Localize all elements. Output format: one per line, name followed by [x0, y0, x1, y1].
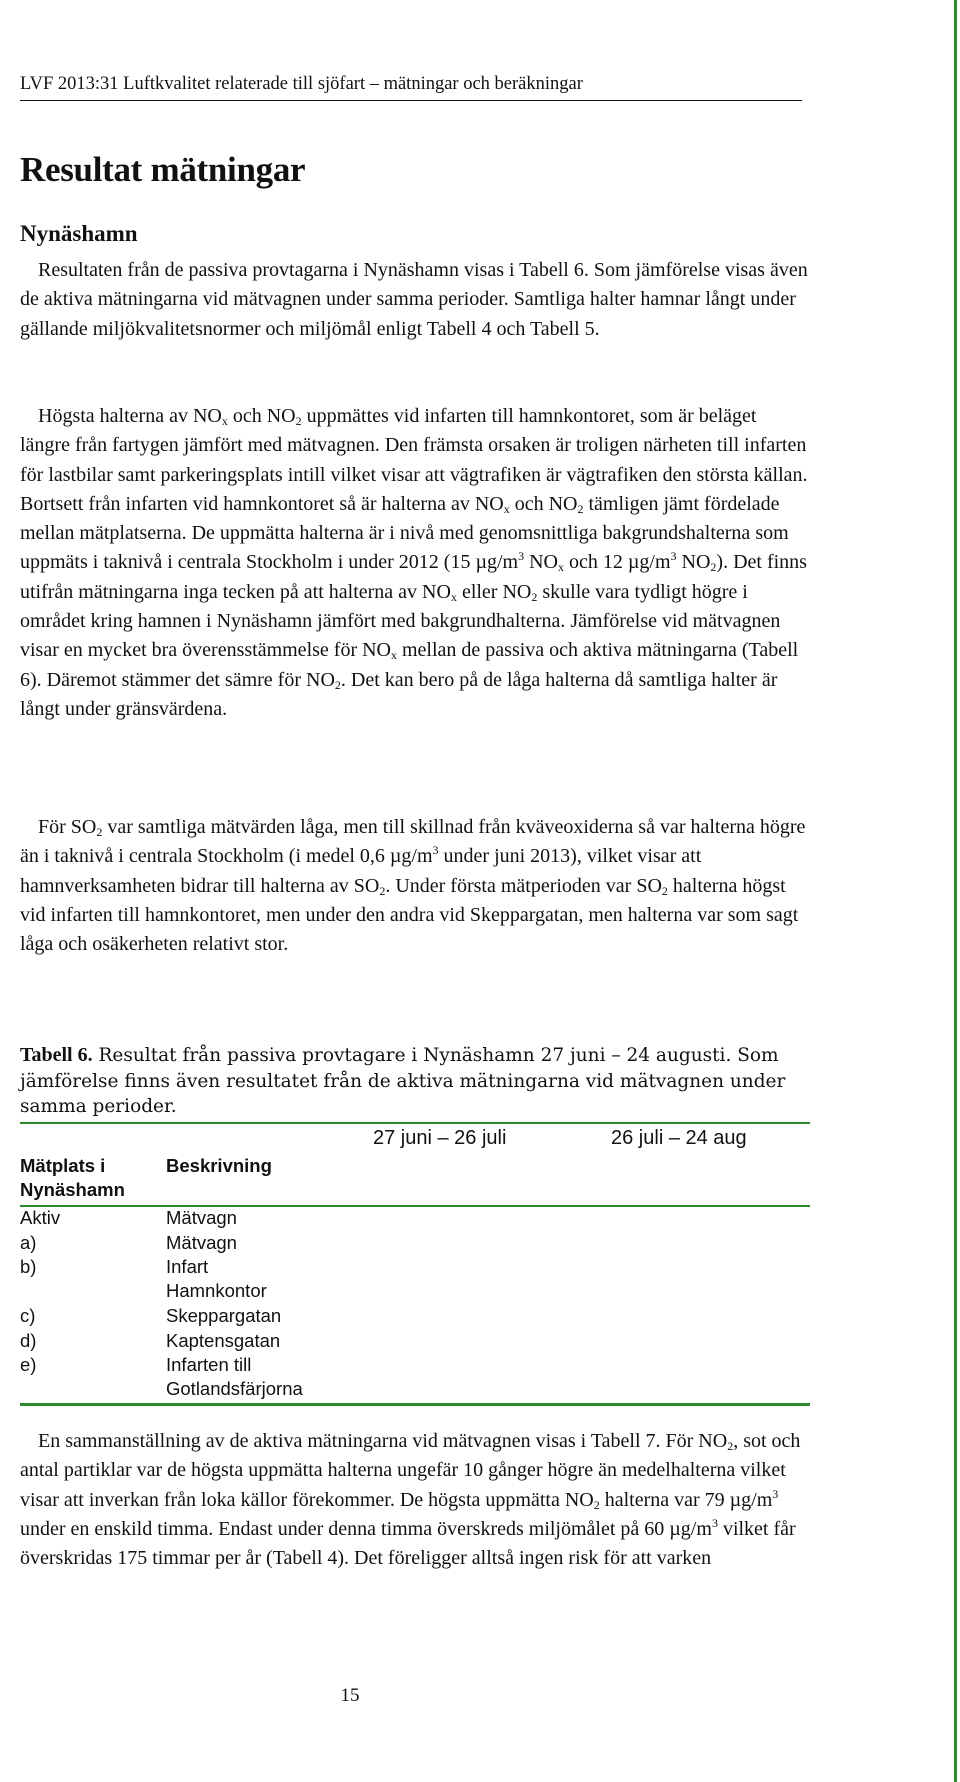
paragraph-2: Högsta halterna av $NO_x$ och $NO_2$ uppmättes vid infarten till hamnkontoret, som är beläget längre från fartygen jämfört med mätvagnen. Den främsta orsaken är troligen närheten till infarten för lastbilar samt parkeringsplats intill vilket visar att vägtrafiken är vägtrafiken den största källan. Bortsett från infarten vid hamnkontoret så är halterna av $NO_x$ och $NO_2$ tämligen jämt fördelade mellan mätplatserna. De uppmätta halterna är i nivå med genomsnittliga bakgrundshalterna som uppmäts i taknivå i centrala Stockholm i under 2012 (15 $\mu g/m^3$ $NO_x$ och 12 $\mu g/m^3$ $NO_2$). Det finns utifrån mätningarna inga tecken på att halterna av $NO_x$ eller $NO_2$ skulle vara tydligt högre i området kring hamnen i Nynäshamn jämfört med bakgrundhalterna. Jämförelse vid mätvagnen visar en mycket bra överensstämmelse för $NO_x$ mellan de passiva och aktiva mätningarna (Tabell 6). Däremot stämmer det sämre för $NO_2$. Det kan bero på de låga halterna då samtliga halter är långt under gränsvärdena. [20, 405, 808, 720]
period-header-2: 26 juli – 24 aug [611, 1127, 747, 1149]
table-cell-place: c) [20, 1305, 36, 1326]
running-header: LVF 2013:31 Luftkvalitet relaterade till sjöfart – mätningar och beräkningar [20, 74, 583, 94]
table-cell-place: d) [20, 1330, 37, 1351]
table-cell-description: Skeppargatan [166, 1305, 282, 1326]
table-caption [20, 1043, 810, 1120]
col-header-description: Beskrivning [166, 1155, 272, 1176]
paragraph-3: För $SO_2$ var samtliga mätvärden låga, men till skillnad från kväveoxiderna så var halterna högre än i taknivå i centrala Stockholm (i medel 0,6 $\mu g/m^3$ under juni 2013), vilket visar att hamnverksamheten bidrar till halterna av $SO_2$. Under första mätperioden var $SO_2$ halterna högst vid infarten till hamnkontoret, men under den andra vid Skeppargatan, men halterna var som sagt låga och osäkerheten relativt stor. [20, 816, 806, 956]
table-cell-description: Kaptensgatan [166, 1330, 281, 1351]
table-caption-text: Resultat från passiva provtagare i Nynäshamn 27 juni – 24 augusti. Som jämförelse finns även resultatet från de aktiva mätningarna vid mätvagnen under samma perioder. [20, 1045, 786, 1117]
table-cell-description-line2: Hamnkontor [166, 1280, 267, 1301]
table-cell-place: Aktiv [20, 1207, 61, 1228]
paragraph-1: Resultaten från de passiva provtagarna i Nynäshamn visas i Tabell 6. Som jämförelse visas även de aktiva mätningarna vid mätvagnen under samma perioder. Samtliga halter hamnar långt under gällande miljökvalitetsnormer och miljömål enligt Tabell 4 och Tabell 5. [20, 259, 808, 340]
table-cell-description: Mätvagn [166, 1232, 237, 1253]
table-cell-description: Infarten till [166, 1354, 252, 1375]
table-cell-place: e) [20, 1354, 37, 1375]
col-header-place-line2: Nynäshamn [20, 1179, 125, 1200]
table-bottom-rule [20, 1403, 810, 1406]
col-header-place-line1: Mätplats i [20, 1155, 106, 1176]
header-rule [20, 100, 802, 101]
table-cell-description: Mätvagn [166, 1207, 237, 1228]
table-top-rule [20, 1122, 810, 1124]
paragraph-4: En sammanställning av de aktiva mätningarna vid mätvagnen visas i Tabell 7. För $NO_2$, sot och antal partiklar var de högsta uppmätta halterna ungefär 10 gånger högre än medelhalterna vilket visar att inverkan från loka källor förekommer. De högsta uppmätta $NO_2$ halterna var 79 $\mu g/m^3$ under en enskild timma. Endast under denna timma överskreds miljömålet på 60 $\mu g/m^3$ vilket får överskridas 175 timmar per år (Tabell 4). Det föreligger alltså ingen risk för att varken [20, 1430, 801, 1570]
table-header-rule [20, 1205, 810, 1207]
table-caption-label: Tabell 6. [20, 1044, 93, 1066]
page-title: Resultat mätningar [20, 150, 306, 189]
table-cell-description: Infart [166, 1256, 209, 1277]
table-cell-place: b) [20, 1256, 37, 1277]
section-heading: Nynäshamn [20, 221, 138, 246]
table-cell-description-line2: Gotlandsfärjorna [166, 1378, 303, 1399]
period-header-1: 27 juni – 26 juli [373, 1127, 507, 1149]
page-number: 15 [340, 1685, 360, 1706]
page-edge-line [954, 0, 957, 1782]
table-cell-place: a) [20, 1232, 37, 1253]
